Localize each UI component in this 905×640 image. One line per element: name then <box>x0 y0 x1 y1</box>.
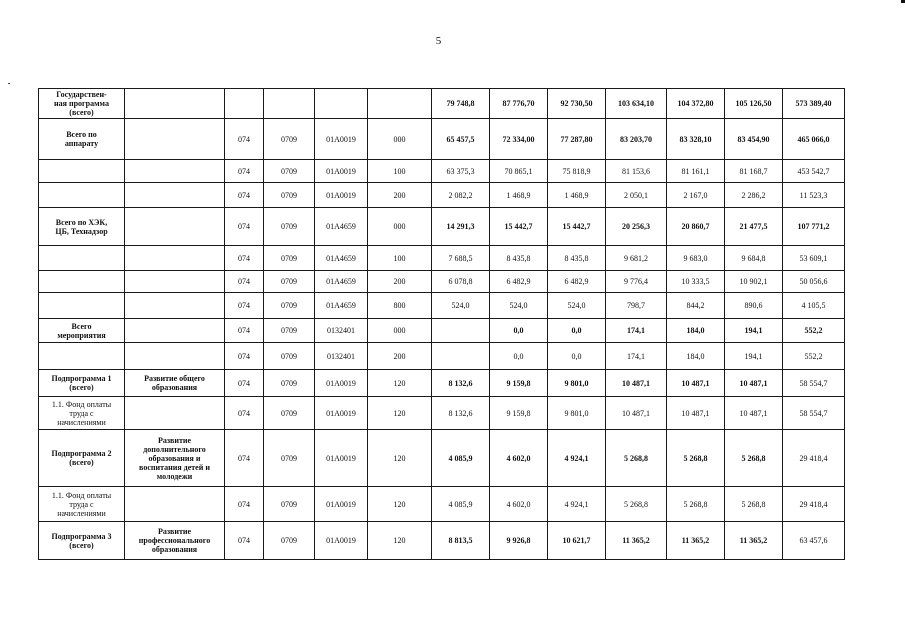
code-csr-cell: 01А0019 <box>315 370 368 397</box>
year-value-cell: 2 082,2 <box>432 183 490 208</box>
year-value-cell: 2 167,0 <box>667 183 725 208</box>
code-csr-cell: 01А0019 <box>315 183 368 208</box>
year-value-cell: 6 482,9 <box>548 271 606 293</box>
year-value-cell: 1 468,9 <box>548 183 606 208</box>
row-name-cell: 1.1. Фонд оплаты труда с начислениями <box>39 397 125 430</box>
code-rz-cell: 0709 <box>264 160 315 183</box>
row-description-cell <box>125 487 225 522</box>
page-number: 5 <box>435 35 442 47</box>
code-csr-cell: 01А0019 <box>315 430 368 487</box>
year-value-cell: 15 442,7 <box>548 208 606 246</box>
code-rz-cell: 0709 <box>264 370 315 397</box>
total-value-cell: 4 105,5 <box>783 293 845 319</box>
year-value-cell: 174,1 <box>606 319 667 343</box>
budget-table-body <box>39 89 845 560</box>
year-value-cell: 8 813,5 <box>432 522 490 560</box>
code-vr-cell: 100 <box>368 246 432 271</box>
row-description-cell <box>125 246 225 271</box>
table-row <box>39 343 845 370</box>
year-value-cell: 4 924,1 <box>548 430 606 487</box>
code-vr-cell: 200 <box>368 343 432 370</box>
table-row <box>39 487 845 522</box>
code-vr-cell: 000 <box>368 319 432 343</box>
year-value-cell: 70 865,1 <box>490 160 548 183</box>
year-value-cell <box>432 343 490 370</box>
year-value-cell: 21 477,5 <box>725 208 783 246</box>
total-value-cell: 29 418,4 <box>783 487 845 522</box>
year-value-cell: 194,1 <box>725 343 783 370</box>
row-description-cell <box>125 119 225 160</box>
year-value-cell: 194,1 <box>725 319 783 343</box>
year-value-cell: 1 468,9 <box>490 183 548 208</box>
code-gr-cell <box>225 89 264 119</box>
year-value-cell: 10 487,1 <box>725 370 783 397</box>
year-value-cell: 174,1 <box>606 343 667 370</box>
year-value-cell: 9 683,0 <box>667 246 725 271</box>
year-value-cell: 9 684,8 <box>725 246 783 271</box>
code-vr-cell: 200 <box>368 271 432 293</box>
code-rz-cell: 0709 <box>264 208 315 246</box>
code-vr-cell: 000 <box>368 119 432 160</box>
total-value-cell: 552,2 <box>783 343 845 370</box>
code-rz-cell: 0709 <box>264 487 315 522</box>
row-description-cell <box>125 208 225 246</box>
total-value-cell: 11 523,3 <box>783 183 845 208</box>
table-row <box>39 246 845 271</box>
year-value-cell: 7 688,5 <box>432 246 490 271</box>
year-value-cell: 4 602,0 <box>490 430 548 487</box>
row-description-cell <box>125 293 225 319</box>
total-value-cell: 453 542,7 <box>783 160 845 183</box>
year-value-cell: 20 256,3 <box>606 208 667 246</box>
row-name-cell: Всего по аппарату <box>39 119 125 160</box>
code-gr-cell: 074 <box>225 522 264 560</box>
code-vr-cell: 120 <box>368 487 432 522</box>
row-name-cell <box>39 343 125 370</box>
row-name-cell: Государствен- ная программа (всего) <box>39 89 125 119</box>
year-value-cell: 79 748,8 <box>432 89 490 119</box>
code-csr-cell: 01А0019 <box>315 160 368 183</box>
year-value-cell: 14 291,3 <box>432 208 490 246</box>
code-csr-cell: 01А4659 <box>315 271 368 293</box>
year-value-cell: 20 860,7 <box>667 208 725 246</box>
code-vr-cell: 120 <box>368 397 432 430</box>
row-name-cell: Подпрограмма 3 (всего) <box>39 522 125 560</box>
year-value-cell: 10 487,1 <box>667 370 725 397</box>
year-value-cell: 83 328,10 <box>667 119 725 160</box>
year-value-cell: 844,2 <box>667 293 725 319</box>
code-rz-cell: 0709 <box>264 343 315 370</box>
year-value-cell: 9 801,0 <box>548 370 606 397</box>
row-description-cell <box>125 89 225 119</box>
year-value-cell: 0,0 <box>548 319 606 343</box>
year-value-cell: 2 286,2 <box>725 183 783 208</box>
code-csr-cell: 01А4659 <box>315 246 368 271</box>
code-gr-cell: 074 <box>225 119 264 160</box>
year-value-cell: 87 776,70 <box>490 89 548 119</box>
code-vr-cell: 120 <box>368 370 432 397</box>
year-value-cell: 9 801,0 <box>548 397 606 430</box>
year-value-cell: 83 203,70 <box>606 119 667 160</box>
row-name-cell <box>39 183 125 208</box>
code-rz-cell: 0709 <box>264 293 315 319</box>
year-value-cell: 8 132,6 <box>432 370 490 397</box>
year-value-cell: 4 924,1 <box>548 487 606 522</box>
year-value-cell: 10 487,1 <box>667 397 725 430</box>
total-value-cell: 58 554,7 <box>783 370 845 397</box>
year-value-cell: 10 902,1 <box>725 271 783 293</box>
code-gr-cell: 074 <box>225 271 264 293</box>
year-value-cell: 105 126,50 <box>725 89 783 119</box>
year-value-cell: 6 482,9 <box>490 271 548 293</box>
year-value-cell: 11 365,2 <box>606 522 667 560</box>
total-value-cell: 53 609,1 <box>783 246 845 271</box>
year-value-cell: 75 818,9 <box>548 160 606 183</box>
year-value-cell: 5 268,8 <box>606 430 667 487</box>
code-gr-cell: 074 <box>225 397 264 430</box>
row-name-cell <box>39 160 125 183</box>
year-value-cell: 9 926,8 <box>490 522 548 560</box>
table-row <box>39 370 845 397</box>
year-value-cell: 72 334,00 <box>490 119 548 160</box>
row-name-cell: 1.1. Фонд оплаты труда с начислениями <box>39 487 125 522</box>
code-rz-cell: 0709 <box>264 397 315 430</box>
row-description-cell: Развитие профессионального образования <box>125 522 225 560</box>
code-csr-cell: 0132401 <box>315 319 368 343</box>
table-row <box>39 293 845 319</box>
year-value-cell: 10 487,1 <box>725 397 783 430</box>
year-value-cell: 8 435,8 <box>490 246 548 271</box>
code-csr-cell: 01А4659 <box>315 208 368 246</box>
code-gr-cell: 074 <box>225 246 264 271</box>
row-name-cell <box>39 293 125 319</box>
year-value-cell: 5 268,8 <box>725 487 783 522</box>
table-row <box>39 397 845 430</box>
year-value-cell: 5 268,8 <box>667 487 725 522</box>
year-value-cell: 104 372,80 <box>667 89 725 119</box>
code-vr-cell: 200 <box>368 183 432 208</box>
year-value-cell: 4 602,0 <box>490 487 548 522</box>
year-value-cell: 77 287,80 <box>548 119 606 160</box>
code-vr-cell: 120 <box>368 430 432 487</box>
year-value-cell: 81 168,7 <box>725 160 783 183</box>
code-gr-cell: 074 <box>225 430 264 487</box>
code-rz-cell: 0709 <box>264 319 315 343</box>
row-name-cell: Подпрограмма 2 (всего) <box>39 430 125 487</box>
year-value-cell: 2 050,1 <box>606 183 667 208</box>
year-value-cell: 83 454,90 <box>725 119 783 160</box>
year-value-cell: 524,0 <box>548 293 606 319</box>
table-row <box>39 522 845 560</box>
year-value-cell: 15 442,7 <box>490 208 548 246</box>
total-value-cell: 29 418,4 <box>783 430 845 487</box>
table-row <box>39 271 845 293</box>
row-name-cell: Всего по ХЭК, ЦБ, Технадзор <box>39 208 125 246</box>
table-row <box>39 430 845 487</box>
year-value-cell: 10 333,5 <box>667 271 725 293</box>
year-value-cell: 5 268,8 <box>667 430 725 487</box>
code-gr-cell: 074 <box>225 208 264 246</box>
row-description-cell: Развитие дополнительного образования и воспитания детей и молодежи <box>125 430 225 487</box>
year-value-cell: 184,0 <box>667 319 725 343</box>
row-description-cell: Развитие общего образования <box>125 370 225 397</box>
row-name-cell: Подпрограмма 1 (всего) <box>39 370 125 397</box>
code-rz-cell <box>264 89 315 119</box>
row-description-cell <box>125 319 225 343</box>
scan-dot <box>8 83 10 84</box>
code-rz-cell: 0709 <box>264 522 315 560</box>
year-value-cell: 10 621,7 <box>548 522 606 560</box>
code-csr-cell: 01А4659 <box>315 293 368 319</box>
year-value-cell: 9 159,8 <box>490 397 548 430</box>
year-value-cell: 103 634,10 <box>606 89 667 119</box>
code-vr-cell <box>368 89 432 119</box>
year-value-cell: 5 268,8 <box>725 430 783 487</box>
table-row <box>39 160 845 183</box>
code-csr-cell: 01А0019 <box>315 397 368 430</box>
table-row <box>39 319 845 343</box>
table-row <box>39 89 845 119</box>
code-csr-cell <box>315 89 368 119</box>
year-value-cell <box>432 319 490 343</box>
code-gr-cell: 074 <box>225 343 264 370</box>
year-value-cell: 8 435,8 <box>548 246 606 271</box>
code-rz-cell: 0709 <box>264 183 315 208</box>
total-value-cell: 58 554,7 <box>783 397 845 430</box>
row-description-cell <box>125 160 225 183</box>
total-value-cell: 465 066,0 <box>783 119 845 160</box>
code-csr-cell: 01А0019 <box>315 522 368 560</box>
scan-edge-mark <box>901 0 905 3</box>
code-rz-cell: 0709 <box>264 430 315 487</box>
row-name-cell <box>39 271 125 293</box>
code-vr-cell: 800 <box>368 293 432 319</box>
row-name-cell: Всего мероприятия <box>39 319 125 343</box>
year-value-cell: 81 153,6 <box>606 160 667 183</box>
year-value-cell: 8 132,6 <box>432 397 490 430</box>
code-gr-cell: 074 <box>225 487 264 522</box>
row-description-cell <box>125 271 225 293</box>
code-csr-cell: 01А0019 <box>315 487 368 522</box>
code-gr-cell: 074 <box>225 160 264 183</box>
year-value-cell: 11 365,2 <box>725 522 783 560</box>
budget-table <box>38 88 845 560</box>
year-value-cell: 5 268,8 <box>606 487 667 522</box>
total-value-cell: 552,2 <box>783 319 845 343</box>
total-value-cell: 50 056,6 <box>783 271 845 293</box>
code-csr-cell: 0132401 <box>315 343 368 370</box>
year-value-cell: 9 681,2 <box>606 246 667 271</box>
year-value-cell: 92 730,50 <box>548 89 606 119</box>
table-row <box>39 119 845 160</box>
code-vr-cell: 000 <box>368 208 432 246</box>
year-value-cell: 0,0 <box>490 319 548 343</box>
year-value-cell: 65 457,5 <box>432 119 490 160</box>
code-vr-cell: 100 <box>368 160 432 183</box>
year-value-cell: 10 487,1 <box>606 370 667 397</box>
year-value-cell: 9 159,8 <box>490 370 548 397</box>
year-value-cell: 6 078,8 <box>432 271 490 293</box>
year-value-cell: 524,0 <box>490 293 548 319</box>
year-value-cell: 184,0 <box>667 343 725 370</box>
code-gr-cell: 074 <box>225 293 264 319</box>
row-description-cell <box>125 343 225 370</box>
row-description-cell <box>125 183 225 208</box>
year-value-cell: 11 365,2 <box>667 522 725 560</box>
code-vr-cell: 120 <box>368 522 432 560</box>
total-value-cell: 573 389,40 <box>783 89 845 119</box>
code-rz-cell: 0709 <box>264 119 315 160</box>
code-gr-cell: 074 <box>225 319 264 343</box>
year-value-cell: 0,0 <box>548 343 606 370</box>
code-rz-cell: 0709 <box>264 246 315 271</box>
year-value-cell: 10 487,1 <box>606 397 667 430</box>
code-csr-cell: 01А0019 <box>315 119 368 160</box>
total-value-cell: 107 771,2 <box>783 208 845 246</box>
year-value-cell: 0,0 <box>490 343 548 370</box>
year-value-cell: 524,0 <box>432 293 490 319</box>
year-value-cell: 890,6 <box>725 293 783 319</box>
total-value-cell: 63 457,6 <box>783 522 845 560</box>
year-value-cell: 9 776,4 <box>606 271 667 293</box>
code-rz-cell: 0709 <box>264 271 315 293</box>
table-row <box>39 183 845 208</box>
year-value-cell: 81 161,1 <box>667 160 725 183</box>
year-value-cell: 798,7 <box>606 293 667 319</box>
year-value-cell: 4 085,9 <box>432 487 490 522</box>
row-name-cell <box>39 246 125 271</box>
table-row <box>39 208 845 246</box>
code-gr-cell: 074 <box>225 183 264 208</box>
year-value-cell: 63 375,3 <box>432 160 490 183</box>
code-gr-cell: 074 <box>225 370 264 397</box>
row-description-cell <box>125 397 225 430</box>
year-value-cell: 4 085,9 <box>432 430 490 487</box>
